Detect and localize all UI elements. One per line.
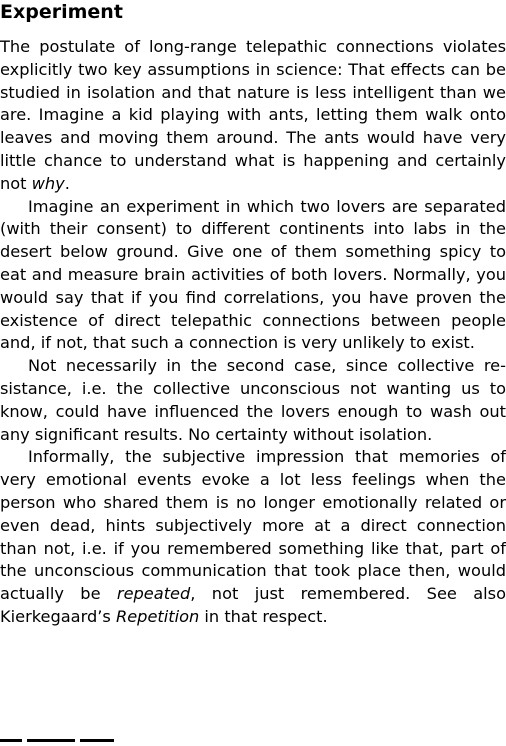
cut-off-next-line: [0, 739, 140, 746]
emphasis-repetition: Repetition: [115, 606, 200, 626]
paragraph-1: The postulate of long-range telepathic connections violates explicitly two key assumptions in science: That effects can be studied in isolation and that nature is less intelligent than we are. Imagine a kid playing with ants, letting them walk onto leaves and moving them around. The ants would have very little chance to understand what is happening and certainly not why.: [0, 37, 506, 193]
section-heading: Experiment: [0, 1, 123, 23]
section-body: [0, 36, 506, 629]
emphasis-why: why: [31, 173, 65, 193]
emphasis-repeated: repeated: [116, 584, 191, 604]
paragraph-4: Informally, the subjective impression that memories of very emotional events evoke a lot less feelings when the person who shared them is no longer emotionally related or even dead, hints subjectively more at a direct connection than not, i.e. if you remembered something like that, part of the unconscious communication that took place then, would actually be repeated, not just remembered. See also Kierkegaard’s Repetition in that respect.: [0, 447, 506, 626]
paragraph-2: Imagine an experiment in which two lovers are separated (with their consent) to different continents into labs in the desert below ground. Give one of them something spicy to eat and measure brain activities of both lovers. Normally, you would say that if you find correlations, you have proven the existence of direct telepathic connections between people and, if not, that such a connection is very unlikely to exist.: [0, 196, 506, 353]
paragraph-3: Not necessarily in the second case, since collective resistance, i.e. the collective unconscious not wanting us to know, could have influenced the lovers enough to wash out any significant results. No certainty without isolation.: [0, 356, 506, 444]
